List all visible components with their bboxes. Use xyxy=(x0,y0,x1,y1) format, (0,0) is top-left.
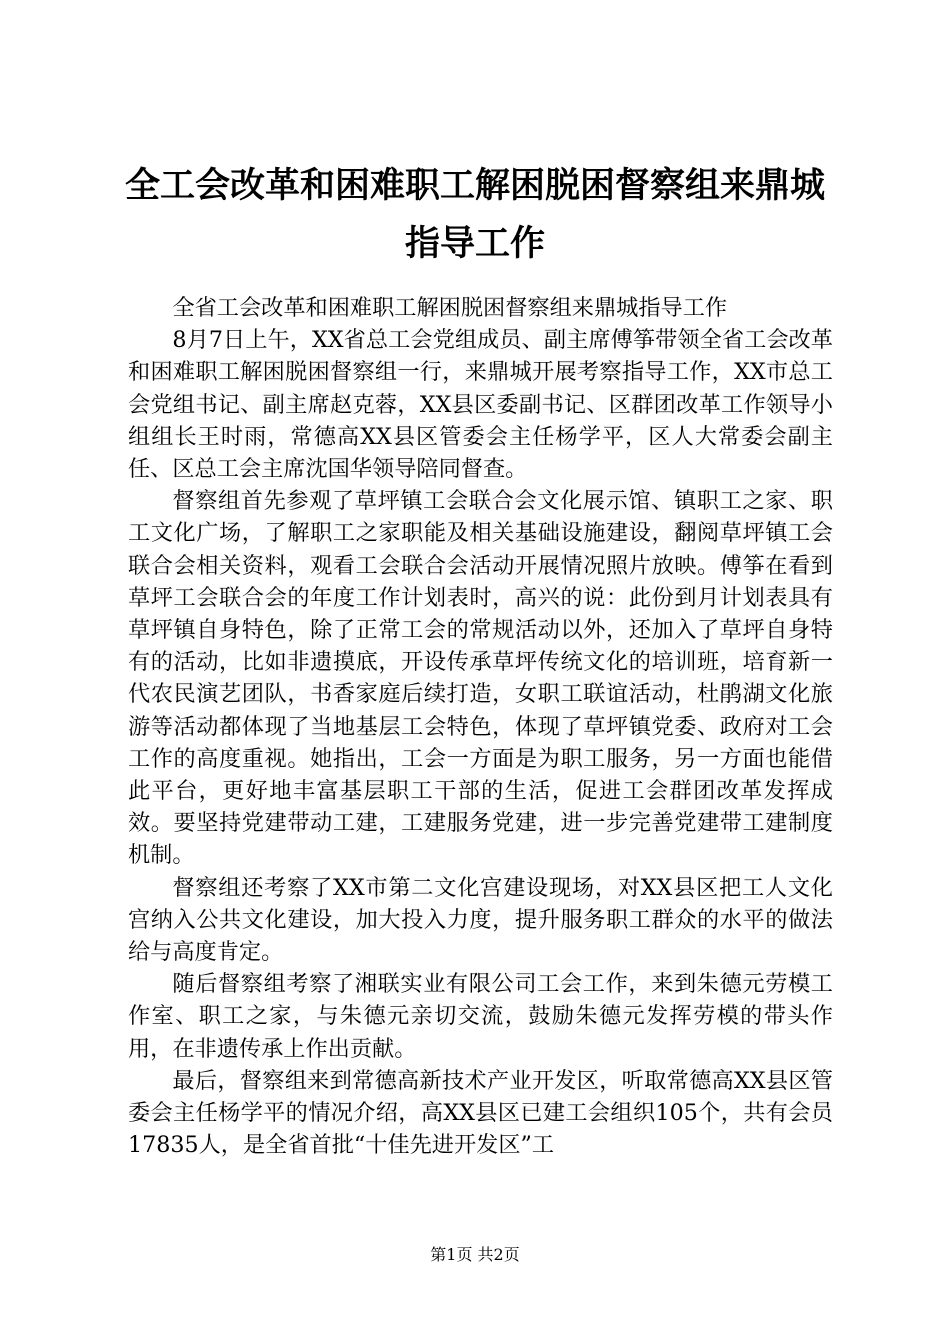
paragraph: 最后，督察组来到常德高新技术产业开发区，听取常德高XX县区管委会主任杨学平的情况介绍，高XX县区已建工会组织105个，共有会员17835人，是全省首批“十佳先进开发区”工 xyxy=(128,1067,833,1159)
paragraph: 督察组还考察了XX市第二文化宫建设现场，对XX县区把工人文化宫纳入公共文化建设，加大投入力度，提升服务职工群众的水平的做法给与高度肯定。 xyxy=(128,874,833,966)
paragraph-subtitle: 全省工会改革和困难职工解困脱困督察组来鼎城指导工作 xyxy=(172,295,728,321)
document-body xyxy=(128,292,833,1161)
page-footer: 第1页 共2页 xyxy=(430,1245,520,1264)
paragraph: 随后督察组考察了湘联实业有限公司工会工作，来到朱德元劳模工作室、职工之家，与朱德元亲切交流，鼓励朱德元发挥劳模的带头作用，在非遗传承上作出贡献。 xyxy=(128,971,833,1062)
document-title-line-1: 全工会改革和困难职工解困脱困督察组来鼎城 xyxy=(124,165,825,206)
paragraph: 督察组首先参观了草坪镇工会联合会文化展示馆、镇职工之家、职工文化广场，了解职工之家职能及相关基础设施建设，翻阅草坪镇工会联合会相关资料，观看工会联合会活动开展情况照片放映。傅筝在看到草坪工会联合会的年度工作计划表时，高兴的说：此份到月计划表具有草坪镇自身特色，除了正常工会的常规活动以外，还加入了草坪自身特有的活动，比如非遗摸底，开设传承草坪传统文化的培训班，培育新一代农民演艺团队，书香家庭后续打造，女职工联谊活动，杜鹃湖文化旅游等活动都体现了当地基层工会特色，体现了草坪镇党委、政府对工会工作的高度重视。她指出，工会一方面是为职工服务，另一方面也能借此平台，更好地丰富基层职工干部的生活，促进工会群团改革发挥成效。要坚持党建带动工建，工建服务党建，进一步完善党建带工建制度机制。 xyxy=(128,488,833,869)
document-title-line-2: 指导工作 xyxy=(404,223,545,264)
paragraph: 8月7日上午，XX省总工会党组成员、副主席傅筝带领全省工会改革和困难职工解困脱困督察组一行，来鼎城开展考察指导工作，XX市总工会党组书记、副主席赵克蓉，XX县区委副书记、区群团改革工作领导小组组长王时雨，常德高XX县区管委会主任杨学平，区人大常委会副主任、区总工会主席沈国华领导陪同督查。 xyxy=(128,327,833,483)
